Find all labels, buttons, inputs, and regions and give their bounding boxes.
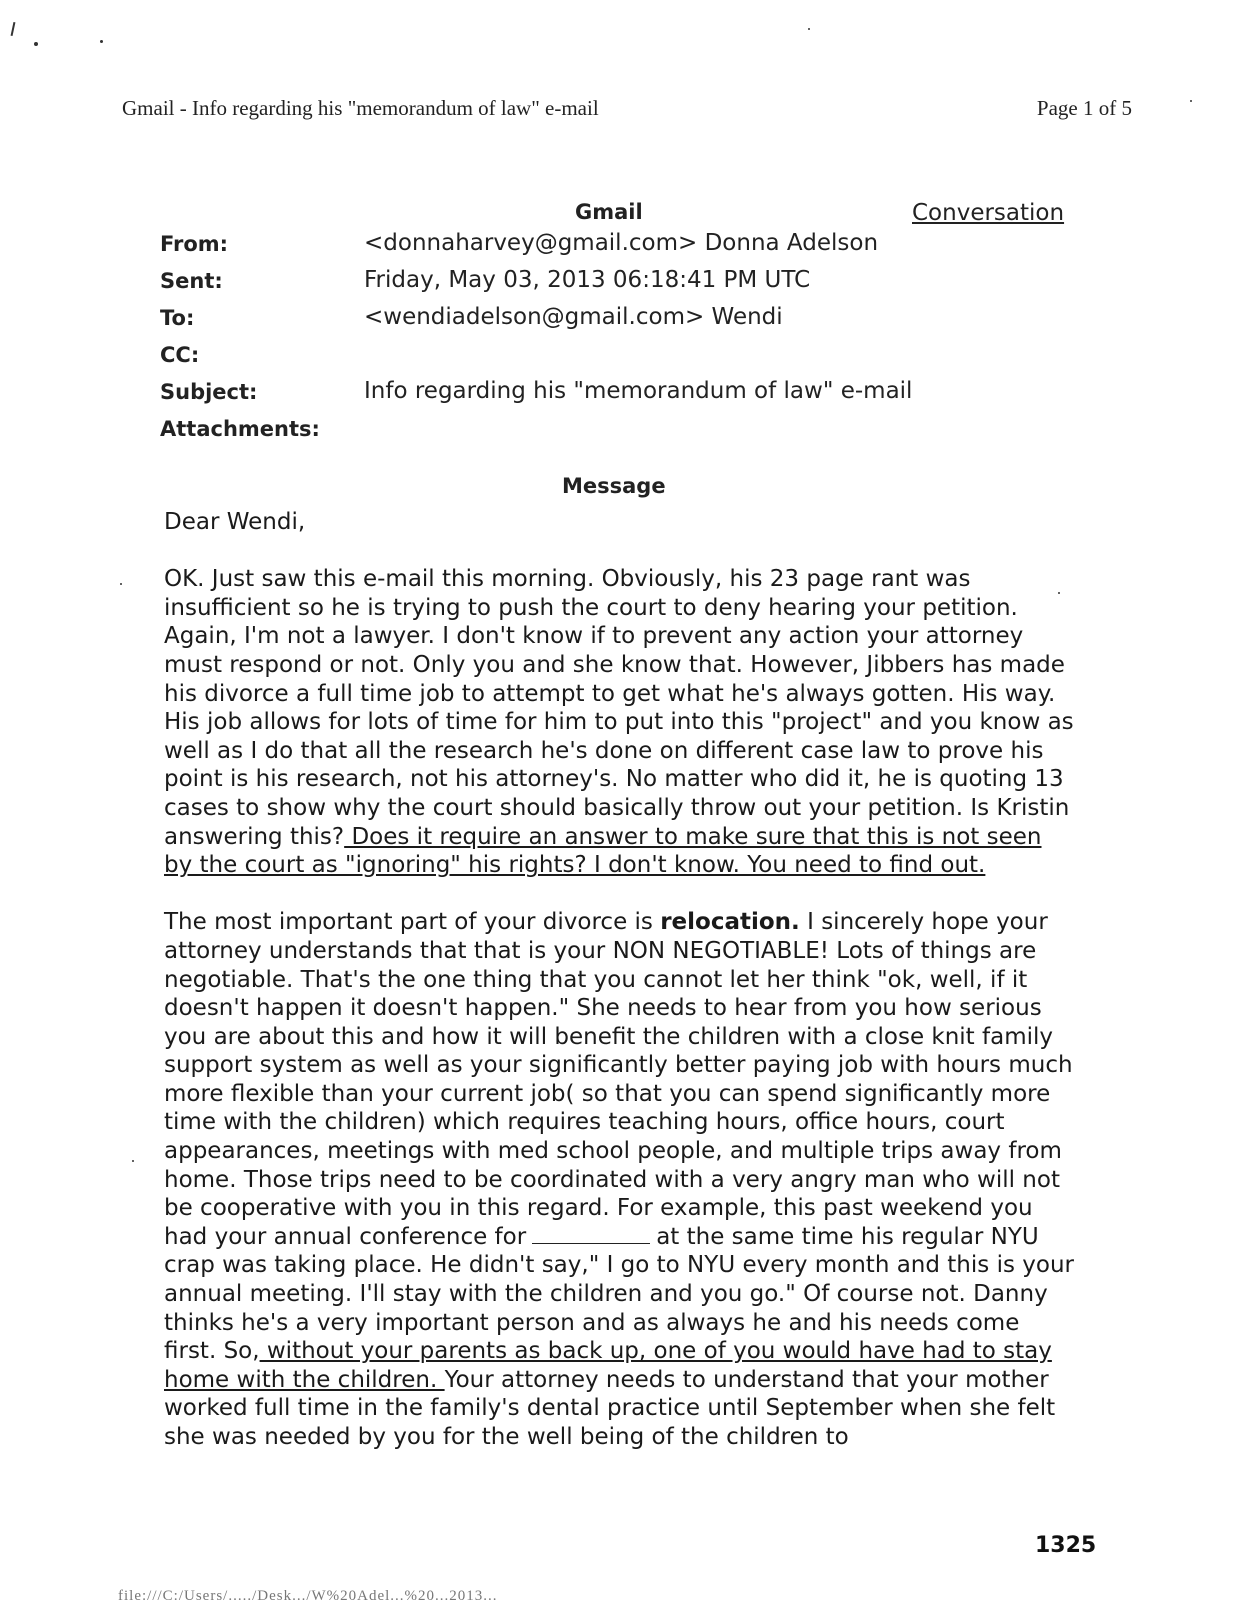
scan-speck xyxy=(1190,100,1192,102)
footer-file-path: file:///C:/Users/...../Desk.../W%20Adel...%20...2013... xyxy=(118,1588,498,1604)
gmail-label: Gmail xyxy=(575,200,643,224)
paragraph-1-underlined: Does it require an answer to make sure that this is not seen by the court as "ignoring" his rights? I don't know. You need to find out. xyxy=(164,823,1042,879)
from-row xyxy=(160,232,1100,269)
subject-value: Info regarding his "memorandum of law" e-mail xyxy=(364,378,913,404)
subject-row xyxy=(160,380,1100,417)
email-headers xyxy=(160,232,1100,454)
paragraph-1-text: OK. Just saw this e-mail this morning. Obviously, his 23 page rant was insufficient so he is trying to push the court to deny hearing your petition. Again, I'm not a lawyer. I don't know if to prevent any action your attorney must respond or not. Only you and she know that. However, Jibbers has made his divorce a full time job to attempt to get what he's always gotten. His way. His job allows for lots of time for him to put into this "project" and you know as well as I do that all the research he's done on different case law to prove his point is his research, not his attorney's. No matter who did it, he is quoting 13 cases to show why the court should basically throw out your petition. Is Kristin answering this? xyxy=(164,566,1074,850)
scan-speck xyxy=(1058,592,1060,594)
document-title: Gmail - Info regarding his "memorandum of law" e-mail xyxy=(122,96,599,120)
from-value: <donnaharvey@gmail.com> Donna Adelson xyxy=(364,230,879,256)
to-row xyxy=(160,306,1100,343)
to-value: <wendiadelson@gmail.com> Wendi xyxy=(364,304,783,330)
message-label: Message xyxy=(562,474,666,498)
paragraph-2-end: Your attorney needs to understand that your mother worked full time in the family's dental practice until September when she felt she was needed by you for the well being of the children to xyxy=(164,1366,1056,1450)
page-header xyxy=(122,92,1132,128)
scan-speck xyxy=(100,40,103,43)
paragraph-2-underlined: without your parents as back up, one of you would have had to stay home with the children. xyxy=(164,1338,1052,1393)
subject-label: Subject: xyxy=(160,380,258,404)
fill-in-blank xyxy=(532,1225,650,1244)
cc-label: CC: xyxy=(160,343,200,367)
page-number: Page 1 of 5 xyxy=(1036,96,1132,120)
scan-speck xyxy=(132,1160,134,1162)
bates-number: 1325 xyxy=(1035,1533,1097,1558)
sent-row xyxy=(160,269,1100,306)
paragraph-2-start: The most important part of your divorce is xyxy=(164,909,661,936)
from-label: From: xyxy=(160,232,229,256)
paragraph-2-middle: I sincerely hope your attorney understands that that is your NON NEGOTIABLE! Lots of things are negotiable. That's the one thing that you cannot let her think "ok, well, if it doesn't happen it doesn't happen." She needs to hear from you how serious you are about this and how it will benefit the children with a close knit family support system as well as your significantly better paying job with hours much more flexible than your current job( so that you can spend significantly more time with the children) which requires teaching hours, office hours, court appearances, meetings with med school people, and multiple trips away from home. Those trips need to be coordinated with a very angry man who will not be cooperative with you in this regard. For example, this past weekend you had your annual conference for xyxy=(164,909,1073,1250)
relocation-bold: relocation. xyxy=(660,909,800,936)
scan-speck xyxy=(120,583,122,585)
paragraph-1 xyxy=(164,565,1074,880)
conversation-link[interactable]: Conversation xyxy=(912,200,1065,226)
paragraph-2 xyxy=(164,908,1074,1451)
sent-value: Friday, May 03, 2013 06:18:41 PM UTC xyxy=(364,267,811,293)
attachments-label: Attachments: xyxy=(160,417,320,441)
scan-speck xyxy=(808,28,810,30)
scan-speck xyxy=(11,22,16,36)
greeting: Dear Wendi, xyxy=(164,509,306,535)
message-body xyxy=(164,508,1074,1452)
paragraph-2-after-blank: at the same time his regular NYU crap was taking place. He didn't say," I go to NYU every month and this is your annual meeting. I'll stay with the children and you go." Of course not. Danny thinks he's a very important person and as always he and his needs come first. So, xyxy=(164,1223,1074,1365)
cc-row xyxy=(160,343,1100,380)
to-label: To: xyxy=(160,306,195,330)
scan-speck xyxy=(34,42,38,46)
attachments-row xyxy=(160,417,1100,454)
sent-label: Sent: xyxy=(160,269,223,293)
